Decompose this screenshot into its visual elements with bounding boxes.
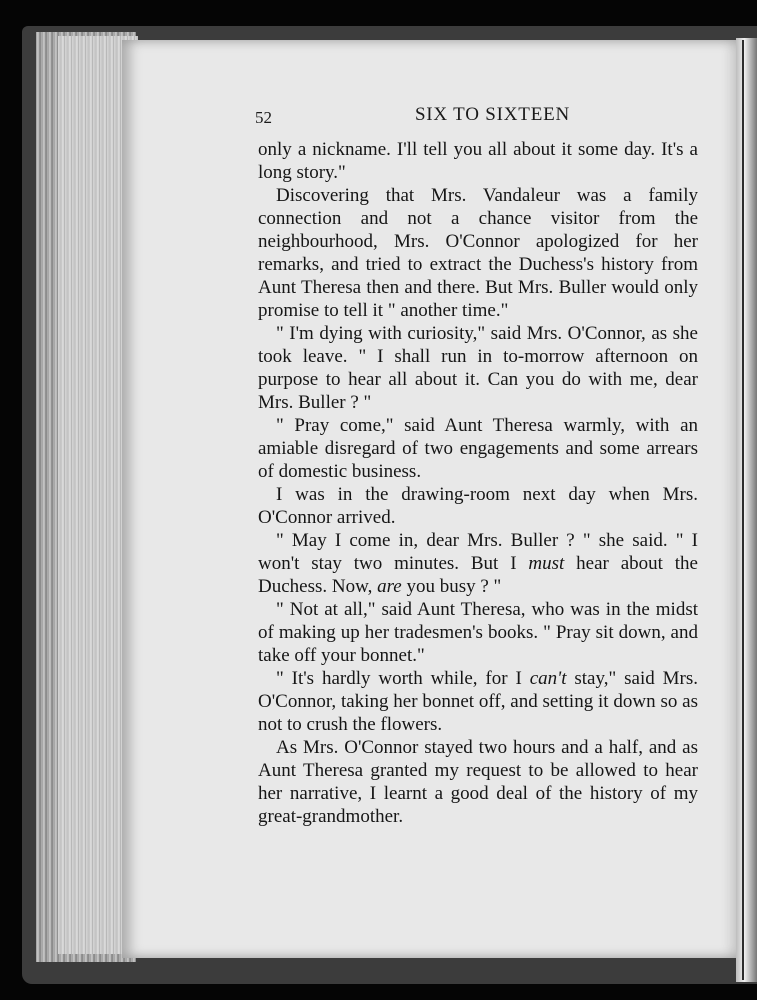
text-run: only a nickname. I'll tell you all about it some day. It's a long story." <box>258 139 698 183</box>
paragraph <box>258 483 698 529</box>
text-run: Discovering that Mrs. Vandaleur was a family connection and not a chance visitor from the neighbourhood, Mrs. O'Connor apologized for her remarks, and tried to extract the Duchess's history from Aunt Theresa then and there. But Mrs. Buller would only promise to tell it " another time." <box>258 185 698 321</box>
italic-text: must <box>528 553 565 574</box>
running-title: SIX TO SIXTEEN <box>414 104 571 125</box>
facing-page-edge <box>736 38 757 982</box>
paragraph <box>258 138 698 184</box>
text-run: " May I come in, dear Mrs. Buller ? " she said. " I won't stay two minutes. But I <box>258 530 698 574</box>
text-run: As Mrs. O'Connor stayed two hours and a half, and as Aunt Theresa granted my request to be allowed to hear her narrative, I learnt a good deal of the history of my great-grandmother. <box>258 737 698 827</box>
gutter-line <box>742 40 744 980</box>
body-text <box>258 138 698 828</box>
text-run: " I'm dying with curiosity," said Mrs. O'Connor, as she took leave. " I shall run in to-morrow afternoon on purpose to hear all about it. Can you do with me, dear Mrs. Buller ? " <box>258 323 698 413</box>
text-run: stay," said Mrs. O'Connor, taking her bonnet off, and setting it down so as not to crush the flowers. <box>258 668 698 735</box>
italic-text: can't <box>529 668 567 689</box>
italic-text: are <box>377 576 402 597</box>
text-run: you busy ? " <box>401 576 502 597</box>
page-number: 52 <box>255 108 272 127</box>
paragraph <box>258 414 698 483</box>
text-run: hear about the Duchess. Now, <box>258 553 698 597</box>
paragraph <box>258 736 698 828</box>
paragraph <box>258 667 698 736</box>
text-run: I was in the drawing-room next day when Mrs. O'Connor arrived. <box>258 484 698 528</box>
paragraph <box>258 322 698 414</box>
text-run: " Not at all," said Aunt Theresa, who was in the midst of making up her tradesmen's books. " Pray sit down, and take off your bonnet." <box>258 599 698 666</box>
paragraph <box>258 529 698 598</box>
text-run: " It's hardly worth while, for I <box>276 668 530 689</box>
page-header <box>255 104 700 130</box>
text-run: " Pray come," said Aunt Theresa warmly, with an amiable disregard of two engagements and some arrears of domestic business. <box>258 415 698 482</box>
paragraph <box>258 598 698 667</box>
paragraph <box>258 184 698 322</box>
